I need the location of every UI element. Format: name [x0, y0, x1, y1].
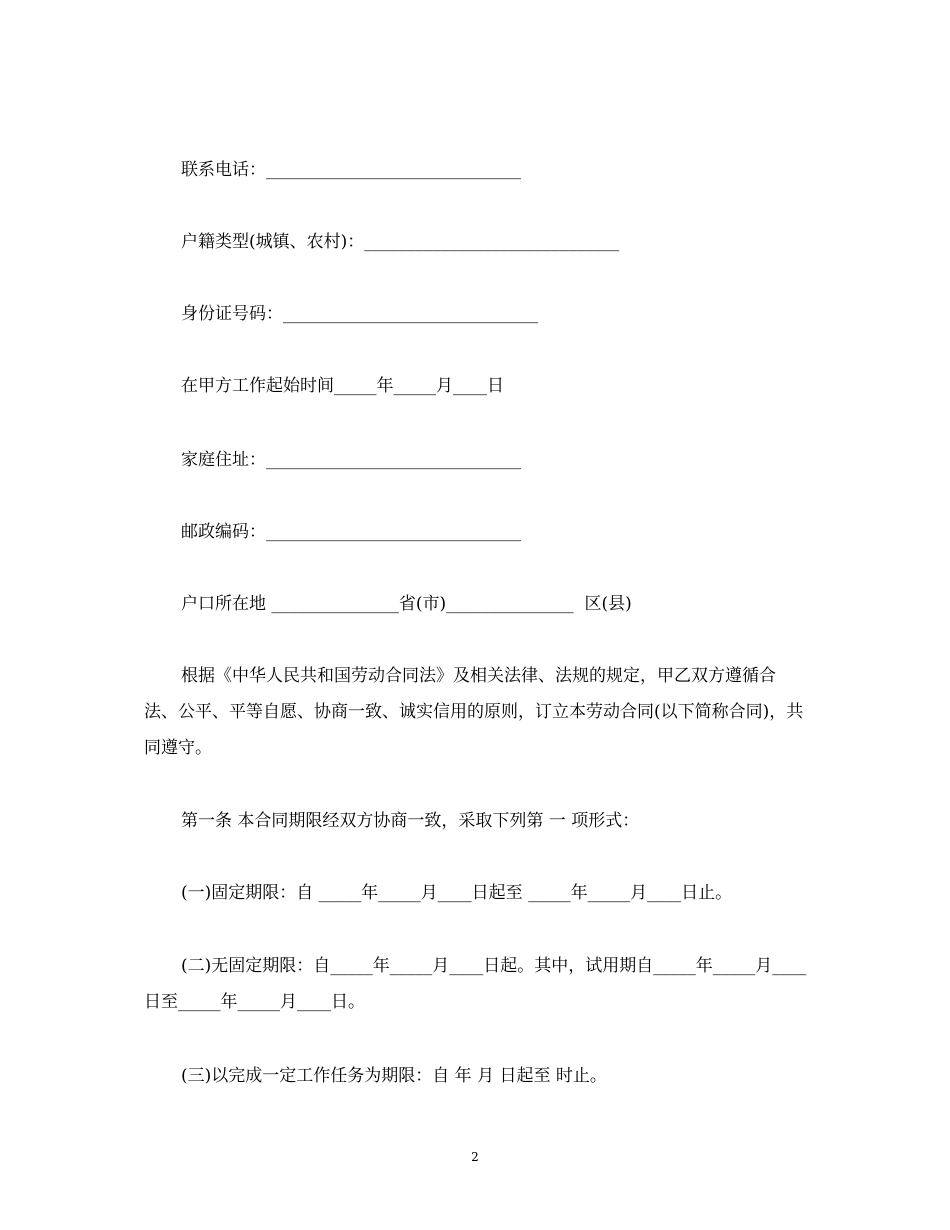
fixed-term-paragraph: (一)固定期限：自 _____年_____月____日起至 _____年_____月____日止。 — [181, 883, 733, 903]
open-term-paragraph: (二)无固定期限：自_____年_____月____日起。其中，试用期自_____年_____月____日至_____年_____月____日。 — [144, 956, 807, 1012]
article-1-paragraph: 第一条 本合同期限经双方协商一致，采取下列第 一 项形式： — [181, 811, 640, 831]
preamble-paragraph: 根据《中华人民共和国劳动合同法》及相关法律、法规的规定，甲乙双方遵循合法、公平、平等自愿、协商一致、诚实信用的原则，订立本劳动合同(以下简称合同)，共同遵守。 — [144, 666, 804, 758]
id-number-field-line: 身份证号码：______________________________ — [181, 304, 538, 324]
task-term-paragraph: (三)以完成一定工作任务为期限：自 年 月 日起至 时止。 — [181, 1066, 607, 1086]
registered-residence-field-line: 户口所在地 _______________省(市)_______________ 区(县) — [181, 594, 632, 614]
home-address-field-line: 家庭住址：______________________________ — [181, 450, 521, 470]
page-number: 2 — [471, 1150, 479, 1164]
start-date-field-line: 在甲方工作起始时间_____年_____月____日 — [181, 376, 504, 396]
phone-field-line: 联系电话：______________________________ — [181, 160, 521, 180]
household-type-field-line: 户籍类型(城镇、农村)：______________________________ — [181, 232, 620, 252]
postal-code-field-line: 邮政编码：______________________________ — [181, 522, 521, 542]
